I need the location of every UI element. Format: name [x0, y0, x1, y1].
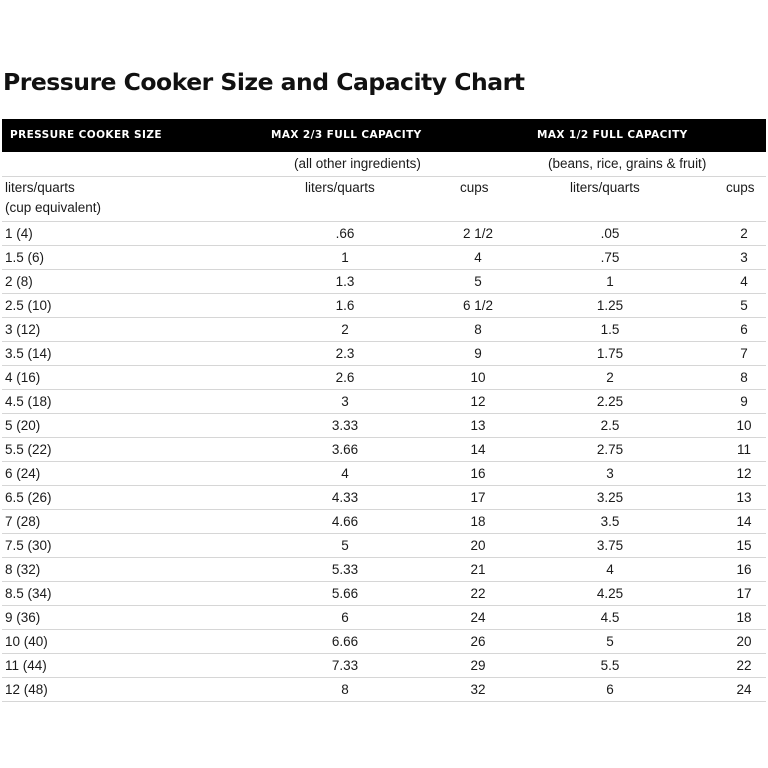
cell-two-thirds-liters: 4.33	[331, 490, 359, 505]
cell-two-thirds-liters: 3.33	[331, 418, 359, 433]
cell-half-cups: 15	[736, 538, 752, 553]
cell-half-liters: .05	[600, 226, 620, 241]
table-row	[2, 606, 766, 630]
cell-half-liters: 3	[606, 466, 614, 481]
units-size-line2: (cup equivalent)	[5, 200, 102, 215]
cell-half-liters: 1	[606, 274, 614, 289]
cell-half-cups: 7	[740, 346, 748, 361]
cell-two-thirds-liters: 1	[341, 250, 349, 265]
cell-two-thirds-cups: 9	[474, 346, 482, 361]
table-row	[2, 558, 766, 582]
cell-size: 6.5 (26)	[5, 490, 52, 505]
units-size	[5, 178, 101, 218]
cell-half-cups: 10	[736, 418, 752, 433]
cell-half-cups: 11	[736, 442, 752, 457]
cell-half-liters: 3.75	[596, 538, 624, 553]
table-row	[2, 294, 766, 318]
cell-half-cups: 20	[736, 634, 752, 649]
table-row	[2, 246, 766, 270]
subheader-other-ingredients: (all other ingredients)	[294, 156, 421, 171]
table-header	[2, 119, 766, 152]
table-row	[2, 390, 766, 414]
table-body	[2, 222, 766, 702]
cell-half-liters: 2	[606, 370, 614, 385]
cell-two-thirds-cups: 6 1/2	[462, 298, 494, 313]
cell-two-thirds-cups: 12	[470, 394, 486, 409]
cell-two-thirds-cups: 17	[470, 490, 486, 505]
cell-two-thirds-liters: 3	[341, 394, 349, 409]
cell-two-thirds-cups: 20	[470, 538, 486, 553]
cell-size: 4 (16)	[5, 370, 41, 385]
cell-size: 3.5 (14)	[5, 346, 52, 361]
cell-half-cups: 17	[736, 586, 752, 601]
cell-size: 5 (20)	[5, 418, 41, 433]
cell-size: 12 (48)	[5, 682, 48, 697]
cell-half-cups: 2	[740, 226, 748, 241]
cell-two-thirds-liters: 4	[341, 466, 349, 481]
cell-half-liters: 3.5	[600, 514, 620, 529]
cell-two-thirds-liters: 7.33	[331, 658, 359, 673]
units-two-thirds-cups: cups	[460, 180, 489, 195]
table-row	[2, 678, 766, 702]
cell-two-thirds-liters: 3.66	[331, 442, 359, 457]
cell-two-thirds-liters: 1.3	[335, 274, 355, 289]
cell-half-cups: 5	[740, 298, 748, 313]
table-subheader	[2, 152, 766, 177]
cell-size: 2.5 (10)	[5, 298, 52, 313]
table-row	[2, 318, 766, 342]
cell-two-thirds-liters: 2	[341, 322, 349, 337]
cell-half-liters: 3.25	[596, 490, 624, 505]
table-row	[2, 534, 766, 558]
table-row	[2, 510, 766, 534]
cell-size: 8.5 (34)	[5, 586, 52, 601]
cell-half-liters: 4.25	[596, 586, 624, 601]
cell-half-liters: 5	[606, 634, 614, 649]
cell-two-thirds-cups: 4	[474, 250, 482, 265]
cell-two-thirds-cups: 5	[474, 274, 482, 289]
cell-two-thirds-liters: 5.33	[331, 562, 359, 577]
cell-size: 3 (12)	[5, 322, 41, 337]
table-row	[2, 582, 766, 606]
cell-two-thirds-liters: 5.66	[331, 586, 359, 601]
cell-two-thirds-cups: 21	[470, 562, 486, 577]
table-row	[2, 414, 766, 438]
table-row	[2, 366, 766, 390]
table-row	[2, 630, 766, 654]
cell-half-cups: 13	[736, 490, 752, 505]
cell-two-thirds-liters: 6	[341, 610, 349, 625]
cell-two-thirds-cups: 29	[470, 658, 486, 673]
cell-size: 7 (28)	[5, 514, 41, 529]
cell-half-cups: 24	[736, 682, 752, 697]
cell-half-liters: 4	[606, 562, 614, 577]
capacity-table	[2, 119, 766, 702]
header-half-capacity: MAX 1/2 FULL CAPACITY	[537, 129, 688, 141]
cell-two-thirds-cups: 32	[470, 682, 486, 697]
header-two-thirds-capacity: MAX 2/3 FULL CAPACITY	[271, 129, 422, 141]
cell-half-liters: 2.25	[596, 394, 624, 409]
cell-half-cups: 8	[740, 370, 748, 385]
table-row	[2, 342, 766, 366]
cell-size: 8 (32)	[5, 562, 41, 577]
cell-half-liters: .75	[600, 250, 620, 265]
cell-two-thirds-liters: 6.66	[331, 634, 359, 649]
cell-half-cups: 6	[740, 322, 748, 337]
units-size-line1: liters/quarts	[5, 180, 75, 195]
cell-two-thirds-cups: 8	[474, 322, 482, 337]
cell-half-cups: 9	[740, 394, 748, 409]
cell-two-thirds-liters: 1.6	[335, 298, 355, 313]
cell-size: 9 (36)	[5, 610, 41, 625]
cell-half-liters: 1.25	[596, 298, 624, 313]
table-row	[2, 438, 766, 462]
cell-two-thirds-cups: 2 1/2	[462, 226, 494, 241]
cell-size: 5.5 (22)	[5, 442, 52, 457]
cell-size: 4.5 (18)	[5, 394, 52, 409]
cell-two-thirds-liters: 8	[341, 682, 349, 697]
cell-half-cups: 12	[736, 466, 752, 481]
cell-half-cups: 14	[736, 514, 752, 529]
subheader-beans-rice: (beans, rice, grains & fruit)	[548, 156, 707, 171]
cell-size: 11 (44)	[5, 658, 47, 673]
units-two-thirds-liters: liters/quarts	[305, 180, 375, 195]
cell-size: 6 (24)	[5, 466, 41, 481]
cell-half-cups: 22	[736, 658, 752, 673]
table-row	[2, 270, 766, 294]
cell-half-liters: 6	[606, 682, 614, 697]
cell-half-liters: 5.5	[600, 658, 620, 673]
cell-two-thirds-cups: 13	[470, 418, 486, 433]
cell-half-liters: 4.5	[600, 610, 620, 625]
cell-two-thirds-cups: 10	[470, 370, 486, 385]
cell-size: 2 (8)	[5, 274, 33, 289]
cell-half-cups: 4	[740, 274, 748, 289]
cell-size: 7.5 (30)	[5, 538, 52, 553]
cell-size: 1.5 (6)	[5, 250, 45, 265]
cell-two-thirds-liters: 2.6	[335, 370, 355, 385]
cell-two-thirds-liters: 5	[341, 538, 349, 553]
units-half-cups: cups	[726, 180, 755, 195]
cell-two-thirds-liters: .66	[335, 226, 355, 241]
cell-two-thirds-cups: 18	[470, 514, 486, 529]
cell-half-cups: 3	[740, 250, 748, 265]
cell-two-thirds-cups: 24	[470, 610, 486, 625]
cell-half-liters: 1.5	[600, 322, 620, 337]
cell-half-cups: 18	[736, 610, 752, 625]
units-half-liters: liters/quarts	[570, 180, 640, 195]
cell-half-liters: 2.75	[596, 442, 624, 457]
units-row	[2, 177, 766, 222]
cell-two-thirds-cups: 22	[470, 586, 486, 601]
table-row	[2, 486, 766, 510]
cell-two-thirds-liters: 4.66	[331, 514, 359, 529]
header-cooker-size: PRESSURE COOKER SIZE	[10, 129, 162, 141]
page-title: Pressure Cooker Size and Capacity Chart	[3, 68, 525, 96]
table-row	[2, 462, 766, 486]
cell-two-thirds-liters: 2.3	[335, 346, 355, 361]
cell-size: 1 (4)	[5, 226, 33, 241]
cell-two-thirds-cups: 26	[470, 634, 486, 649]
cell-half-liters: 2.5	[600, 418, 620, 433]
cell-two-thirds-cups: 14	[470, 442, 486, 457]
cell-size: 10 (40)	[5, 634, 48, 649]
cell-half-liters: 1.75	[596, 346, 624, 361]
cell-half-cups: 16	[736, 562, 752, 577]
table-row	[2, 654, 766, 678]
cell-two-thirds-cups: 16	[470, 466, 486, 481]
table-row	[2, 222, 766, 246]
